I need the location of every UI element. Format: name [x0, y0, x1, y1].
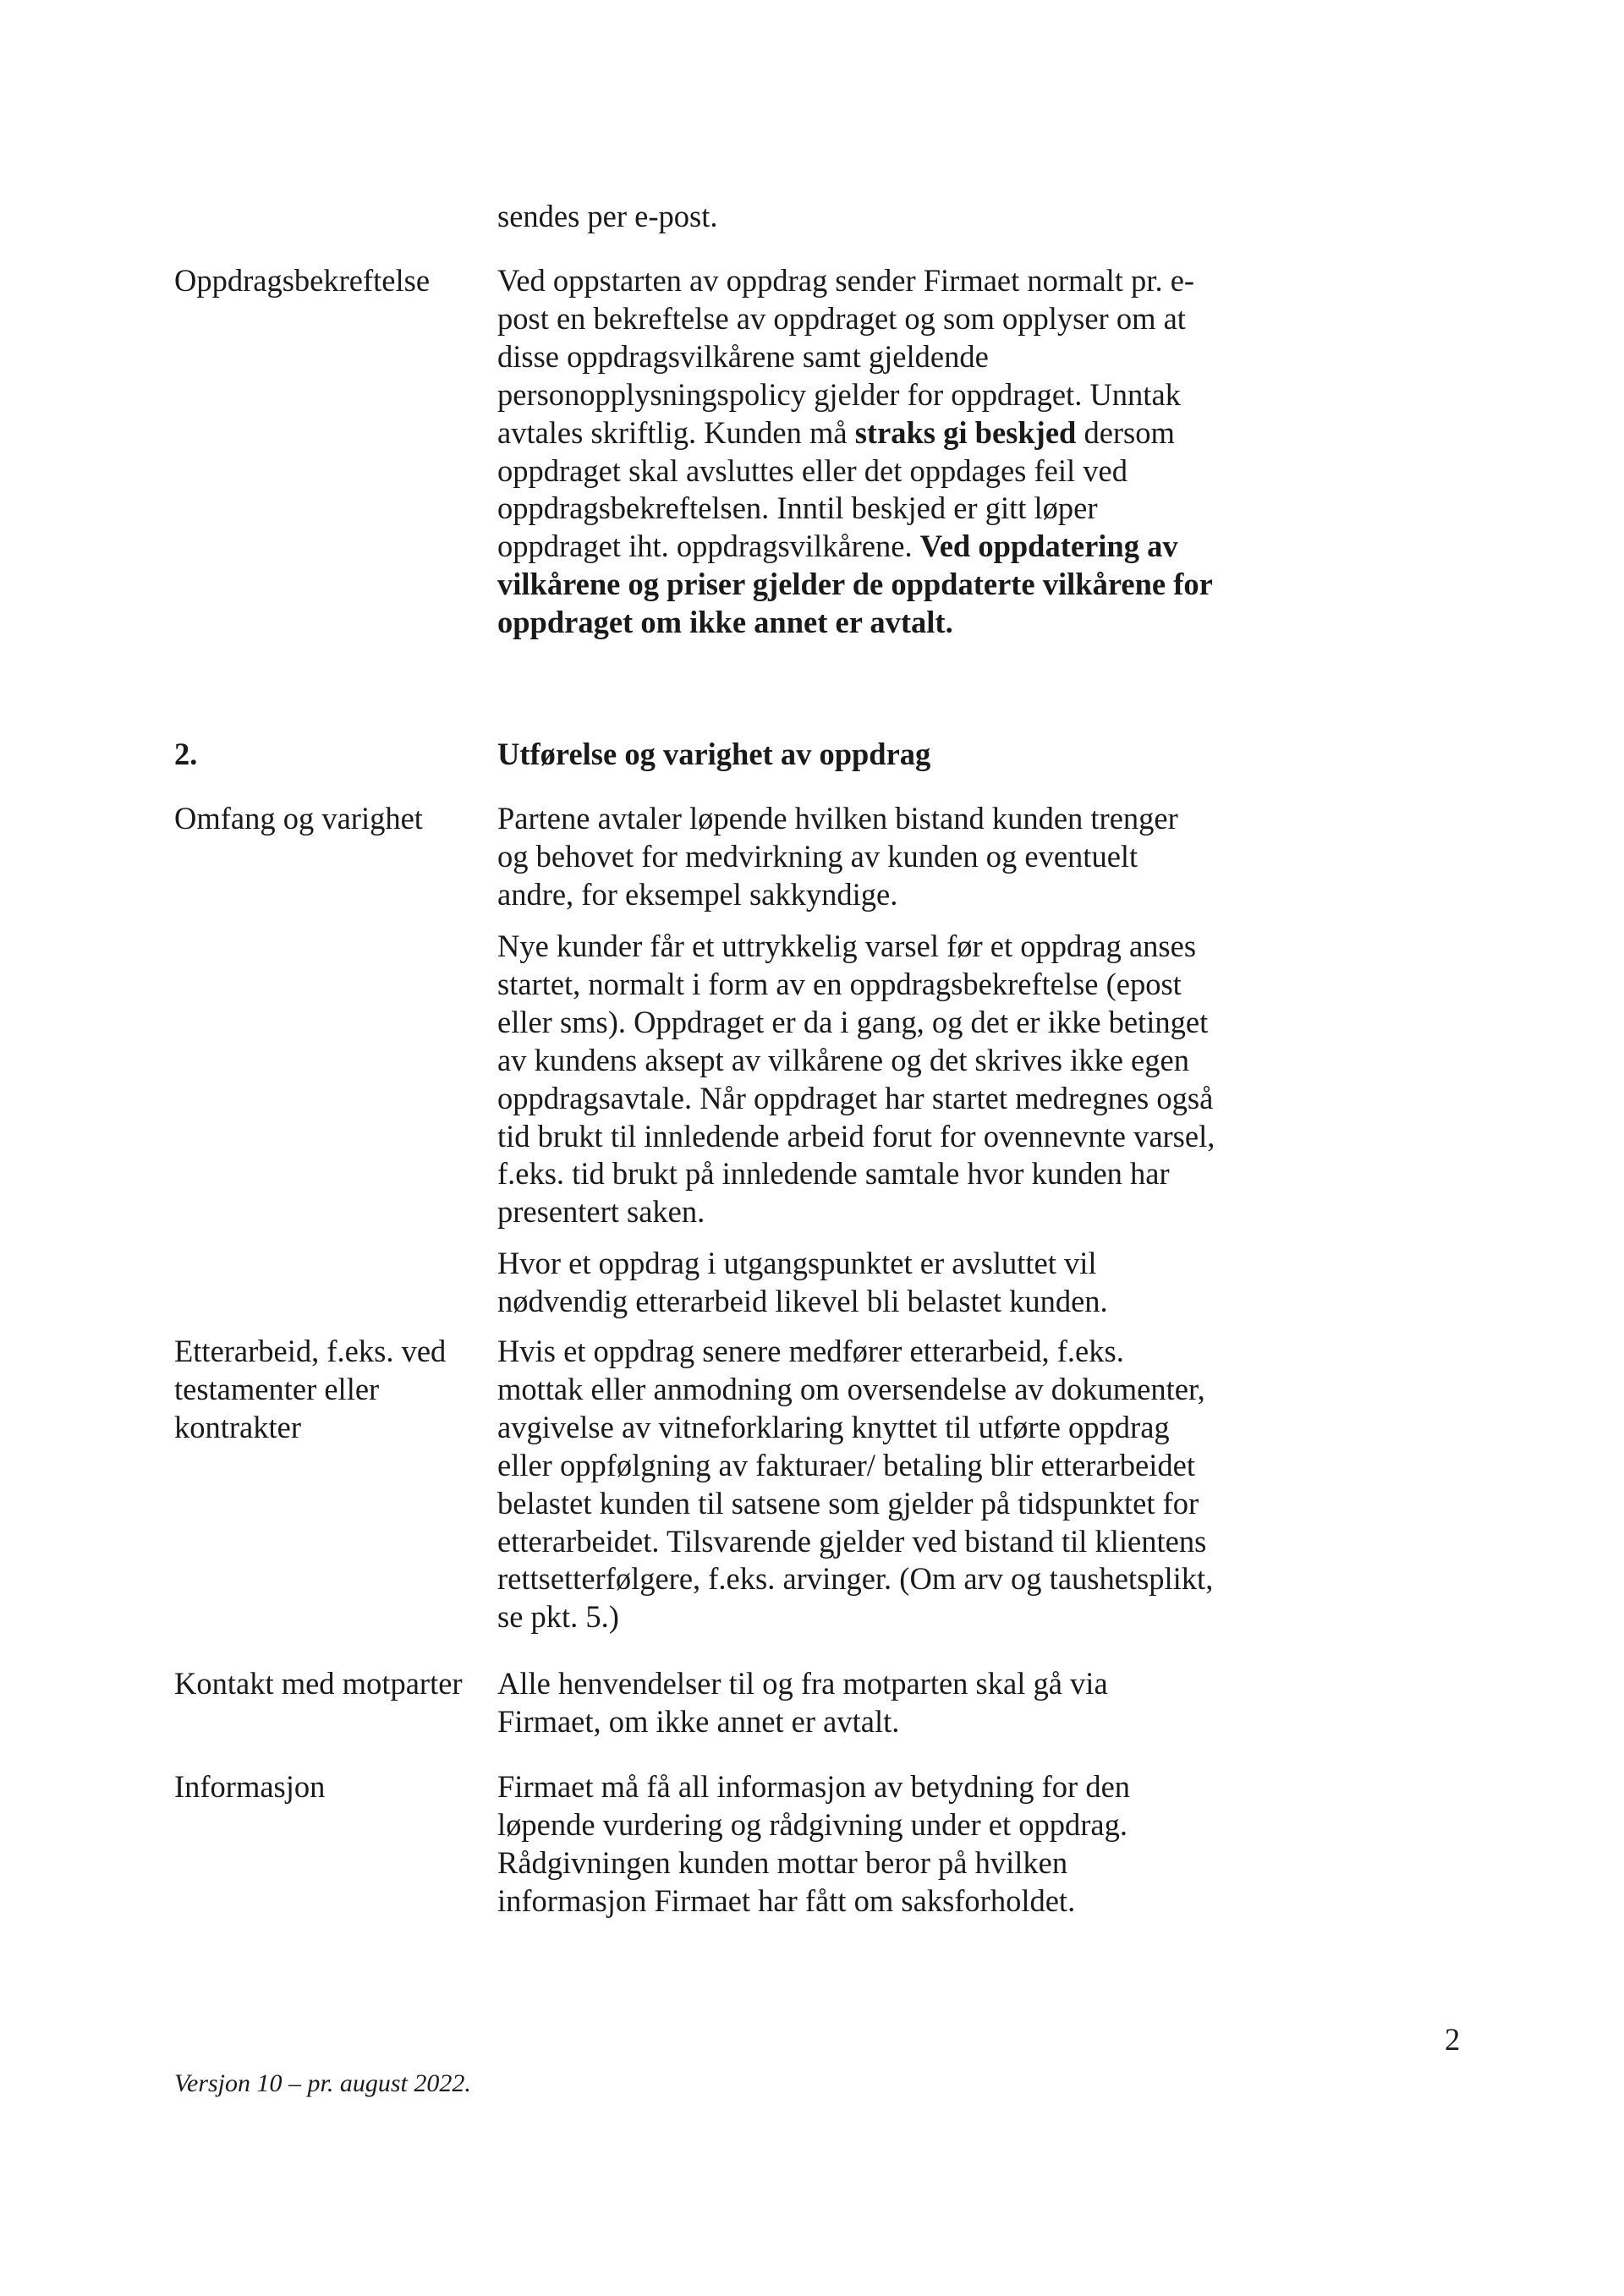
- text-line: [497, 262, 1213, 300]
- text: disse oppdragsvilkårene samt gjeldende: [497, 338, 989, 374]
- text-line: [497, 1080, 1215, 1118]
- text-line: [497, 1371, 1213, 1409]
- bold-text: oppdraget om ikke annet er avtalt.: [497, 605, 953, 640]
- paragraph-omfang: [497, 800, 1178, 914]
- text-line: [497, 1598, 1213, 1636]
- paragraph-cont: [497, 198, 718, 236]
- label-line: kontrakter: [174, 1409, 301, 1444]
- paragraph-etterarbeid: [497, 1333, 1213, 1636]
- paragraph-oppdragsbekreftelse: [497, 262, 1213, 642]
- text-line: [497, 800, 1178, 838]
- text: og behovet for medvirkning av kunden og eventuelt: [497, 838, 1138, 874]
- text: Firmaet må få all informasjon av betydning for den: [497, 1769, 1131, 1804]
- text: presentert saken.: [497, 1194, 705, 1230]
- margin-label-informasjon: [174, 1768, 325, 1806]
- text-line: [497, 198, 718, 236]
- text: Nye kunder får et uttrykkelig varsel før et oppdrag anses: [497, 929, 1197, 963]
- text-line: [497, 1806, 1130, 1844]
- text: informasjon Firmaet har fått om saksforholdet.: [497, 1882, 1076, 1918]
- text: f.eks. tid brukt på innledende samtale hvor kunden har: [497, 1156, 1170, 1192]
- text-line: [497, 376, 1213, 414]
- margin-label-section-2: [174, 736, 197, 774]
- text-line: [497, 566, 1213, 604]
- text-line: [497, 1118, 1215, 1156]
- bold-text: Utførelse og varighet av oppdrag: [497, 737, 931, 771]
- text: avgivelse av vitneforklaring knyttet til utførte oppdrag: [497, 1409, 1170, 1444]
- text: løpende vurdering og rådgivning under et oppdrag.: [497, 1806, 1128, 1842]
- footer-version: Versjon 10 – pr. august 2022.: [174, 2069, 471, 2097]
- text: eller sms). Oppdraget er da i gang, og det er ikke betinget: [497, 1004, 1209, 1039]
- text: av kundens aksept av vilkårene og det skrives ikke egen: [497, 1042, 1189, 1077]
- margin-label-kontakt: [174, 1665, 463, 1703]
- text-line: [497, 1193, 1215, 1231]
- text: eller oppfølgning av fakturaer/ betaling blir etterarbeidet: [497, 1447, 1195, 1482]
- bold-text: Ved oppdatering av: [919, 529, 1178, 564]
- margin-label-oppdragsbekreftelse: [174, 262, 430, 300]
- label-line: Informasjon: [174, 1769, 326, 1804]
- text-line: [497, 838, 1178, 876]
- text-line: [497, 1004, 1215, 1042]
- text: Hvor et oppdrag i utgangspunktet er avsluttet vil: [497, 1246, 1097, 1280]
- text-line: [497, 928, 1215, 966]
- text-line: [497, 876, 1178, 914]
- text: startet, normalt i form av en oppdragsbekreftelse (epost: [497, 966, 1182, 1001]
- text-line: [497, 1485, 1213, 1523]
- text: Alle henvendelser til og fra motparten skal gå via: [497, 1666, 1108, 1701]
- text-line: [497, 490, 1213, 528]
- text-line: [497, 1155, 1215, 1193]
- label-line: 2.: [174, 737, 198, 771]
- text-line: [497, 736, 930, 774]
- label-line: Kontakt med motparter: [174, 1666, 463, 1701]
- text: Partene avtaler løpende hvilken bistand kunden trenger: [497, 801, 1178, 836]
- paragraph-kontakt: [497, 1665, 1108, 1741]
- text-line: [497, 338, 1213, 376]
- text-line: [497, 1333, 1213, 1371]
- paragraph-omfang-p2: [497, 928, 1215, 1231]
- margin-label-etterarbeid: [174, 1333, 446, 1447]
- text: tid brukt til innledende arbeid forut for ovennevnte varsel,: [497, 1118, 1215, 1153]
- text: belastet kunden til satsene som gjelder på tidspunktet for: [497, 1485, 1199, 1521]
- text: oppdraget iht. oppdragsvilkårene.: [497, 529, 920, 564]
- text: personopplysningspolicy gjelder for oppdraget. Unntak: [497, 376, 1181, 412]
- text: Ved oppstarten av oppdrag sender Firmaet normalt pr. e-: [497, 263, 1195, 298]
- text-line: [497, 1523, 1213, 1561]
- text-line: [497, 966, 1215, 1004]
- text-line: [497, 1703, 1108, 1741]
- text-line: [497, 1245, 1108, 1283]
- text: Rådgivningen kunden mottar beror på hvilken: [497, 1844, 1068, 1880]
- label-line: Etterarbeid, f.eks. ved: [174, 1334, 447, 1368]
- label-line: Oppdragsbekreftelse: [174, 263, 431, 298]
- text: dersom: [1076, 414, 1175, 450]
- text-line: [497, 1768, 1130, 1806]
- text: oppdraget skal avsluttes eller det oppdages feil ved: [497, 452, 1127, 488]
- text: andre, for eksempel sakkyndige.: [497, 876, 898, 912]
- page-number: 2: [1445, 2022, 1461, 2057]
- text: mottak eller anmodning om oversendelse av dokumenter,: [497, 1371, 1205, 1406]
- text-line: [497, 1042, 1215, 1080]
- text: post en bekreftelse av oppdraget og som opplyser om at: [497, 300, 1186, 336]
- text-line: [497, 414, 1213, 452]
- text: rettsetterfølgere, f.eks. arvinger. (Om arv og taushetsplikt,: [497, 1561, 1214, 1597]
- text-line: [497, 300, 1213, 338]
- label-line: testamenter eller: [174, 1371, 380, 1406]
- text: oppdragsbekreftelsen. Inntil beskjed er gitt løper: [497, 490, 1098, 526]
- text-line: [497, 528, 1213, 566]
- text-line: [497, 604, 1213, 642]
- text: se pkt. 5.): [497, 1599, 619, 1635]
- text: oppdragsavtale. Når oppdraget har startet medregnes også: [497, 1080, 1214, 1115]
- text-line: [497, 1283, 1108, 1321]
- text: avtales skriftlig. Kunden må: [497, 414, 855, 450]
- text: etterarbeidet. Tilsvarende gjelder ved bistand til klientens: [497, 1523, 1207, 1559]
- paragraph-section-2: [497, 736, 930, 774]
- paragraph-informasjon: [497, 1768, 1130, 1921]
- bold-text: straks gi beskjed: [854, 414, 1077, 450]
- text-line: [497, 1409, 1213, 1447]
- text: Firmaet, om ikke annet er avtalt.: [497, 1703, 900, 1739]
- paragraph-omfang-p3: [497, 1245, 1108, 1321]
- text-line: [497, 1447, 1213, 1485]
- text-line: [497, 1665, 1108, 1703]
- text: sendes per e-post.: [497, 199, 718, 233]
- text-line: [497, 1844, 1130, 1882]
- text: nødvendig etterarbeid likevel bli belastet kunden.: [497, 1283, 1108, 1318]
- text: Hvis et oppdrag senere medfører etterarbeid, f.eks.: [497, 1334, 1124, 1368]
- text-line: [497, 1560, 1213, 1598]
- margin-label-omfang: [174, 800, 423, 838]
- bold-text: vilkårene og priser gjelder de oppdaterte vilkårene for: [497, 567, 1213, 602]
- text-line: [497, 452, 1213, 490]
- label-line: Omfang og varighet: [174, 801, 423, 836]
- text-line: [497, 1882, 1130, 1921]
